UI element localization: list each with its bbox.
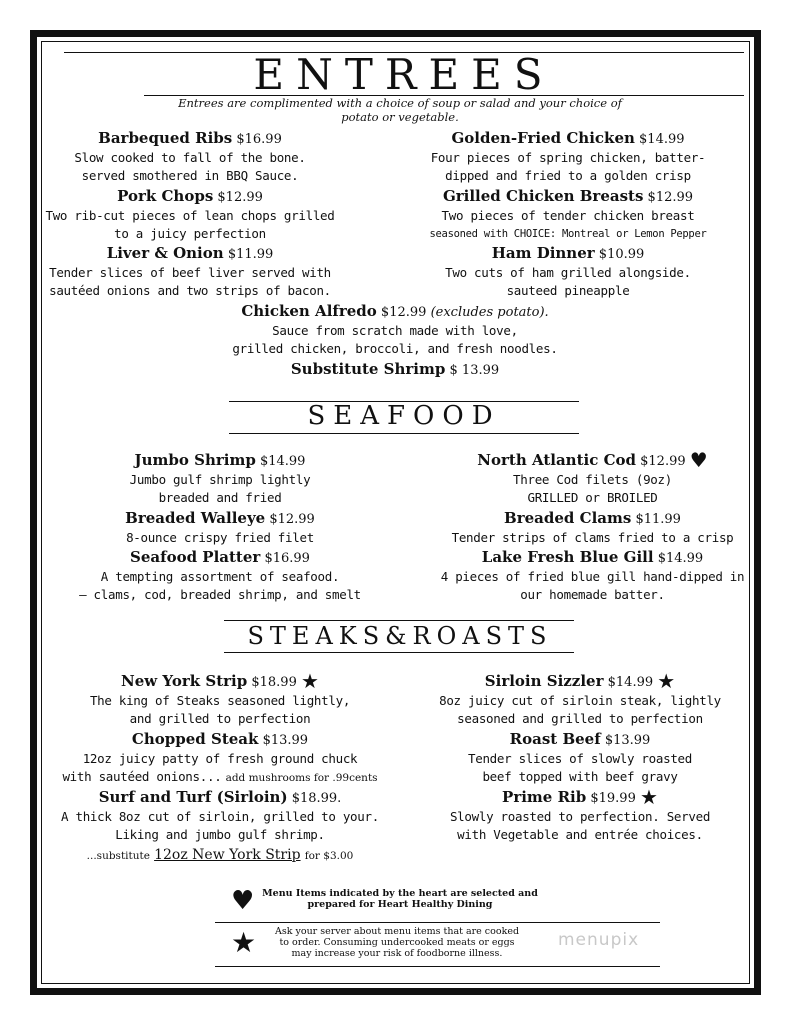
item-price: $16.99 [236, 132, 282, 147]
item-desc: 4 pieces of fried blue gill hand-dipped in [440, 569, 745, 584]
item-desc: – clams, cod, breaded shrimp, and smelt [79, 587, 361, 602]
heart-healthy-note [255, 888, 545, 910]
item-desc: 12oz juicy patty of fresh ground chuck [82, 751, 358, 766]
item-name: Breaded Clams [504, 509, 632, 527]
menu-item-surf-and-turf [50, 788, 390, 865]
item-note: (excludes potato). [430, 305, 549, 320]
item-desc: grilled chicken, broccoli, and fresh noodles. [232, 341, 558, 356]
menu-item-seafood-platter [55, 548, 385, 604]
menu-item-chicken-alfredo [145, 302, 645, 358]
menu-item-barbequed-ribs [40, 129, 340, 185]
item-price: $11.99 [635, 512, 681, 527]
menu-item-jumbo-shrimp [75, 451, 365, 507]
item-price: $ 13.99 [449, 363, 500, 378]
item-price: $18.99 [251, 675, 297, 690]
entrees-intro [100, 96, 700, 124]
item-name: Golden-Fried Chicken [451, 129, 635, 147]
menu-item-grilled-chicken-breasts [398, 187, 738, 243]
warning-line2: to order. Consuming undercooked meats or eggs [279, 937, 515, 948]
item-desc: Slow cooked to fall of the bone. [74, 150, 306, 165]
item-desc: Liking and jumbo gulf shrimp. [115, 827, 325, 842]
item-desc: GRILLED or BROILED [527, 490, 658, 505]
item-desc: seasoned with CHOICE: Montreal or Lemon Pepper [429, 228, 707, 240]
watermark: menupix [558, 930, 640, 950]
item-desc: 8oz juicy cut of sirloin steak, lightly [439, 693, 721, 708]
item-price: $10.99 [598, 247, 645, 262]
item-sub-name: 12oz New York Strip [154, 847, 301, 863]
item-desc: breaded and fried [158, 490, 282, 505]
menu-item-pork-chops [40, 187, 340, 243]
steaks-bottom-rule [224, 652, 574, 653]
item-sub-price: for $3.00 [304, 850, 354, 862]
item-name: Chicken Alfredo [241, 302, 377, 320]
item-name: Chopped Steak [131, 730, 259, 748]
item-addon: add mushrooms for .99cents [225, 772, 378, 784]
menu-item-sirloin-sizzler [415, 669, 745, 728]
item-desc: Tender slices of beef liver served with [49, 265, 331, 280]
item-desc: Three Cod filets (9oz) [513, 472, 672, 487]
menu-item-liver-onion [40, 244, 340, 300]
item-name: Sirloin Sizzler [484, 672, 604, 690]
item-name: North Atlantic Cod [477, 451, 636, 469]
item-name: Lake Fresh Blue Gill [481, 548, 654, 566]
heart-icon: ♥ [231, 886, 255, 916]
menu-item-breaded-walleye [75, 509, 365, 547]
star-icon: ★ [301, 669, 319, 693]
star-icon: ★ [657, 669, 676, 693]
item-name: Surf and Turf (Sirloin) [98, 788, 288, 806]
item-sub-prefix: ...substitute [86, 850, 150, 862]
item-desc: Jumbo gulf shrimp lightly [129, 472, 311, 487]
item-name: Barbequed Ribs [98, 129, 233, 147]
warning-line1: Ask your server about menu items that are cooked [274, 926, 520, 937]
menu-item-ham-dinner [398, 244, 738, 300]
item-desc: and grilled to perfection [129, 711, 311, 726]
footer-rule-top [215, 922, 660, 923]
item-desc: served smothered in BBQ Sauce. [81, 168, 299, 183]
menu-item-roast-beef [415, 730, 745, 786]
item-desc: A thick 8oz cut of sirloin, grilled to your. [61, 809, 379, 824]
item-name: Liver & Onion [106, 244, 224, 262]
entrees-intro-line1: Entrees are complimented with a choice of soup or salad and your choice of [178, 96, 622, 110]
menu-item-breaded-clams [440, 509, 745, 547]
item-desc: Sauce from scratch made with love, [272, 323, 518, 338]
footer-rule-bottom [215, 966, 660, 967]
heart-note-line1: Menu Items indicated by the heart are selected and [262, 888, 538, 899]
seafood-bottom-rule [229, 433, 579, 434]
item-desc: sautéed onions and two strips of bacon. [49, 283, 331, 298]
star-icon: ★ [640, 785, 658, 809]
item-desc: Tender slices of slowly roasted [468, 751, 692, 766]
item-desc: with Vegetable and entrée choices. [457, 827, 703, 842]
item-desc: Two cuts of ham grilled alongside. [445, 265, 691, 280]
item-desc: dipped and fried to a golden crisp [445, 168, 691, 183]
item-desc: Slowly roasted to perfection. Served [449, 809, 711, 824]
item-desc: Two rib-cut pieces of lean chops grilled [45, 208, 335, 223]
item-desc: Four pieces of spring chicken, batter- [430, 150, 706, 165]
menu-item-chopped-steak [50, 730, 390, 787]
menu-item-prime-rib [415, 785, 745, 844]
item-price: $14.99 [639, 132, 685, 147]
item-desc: The king of Steaks seasoned lightly, [89, 693, 351, 708]
heart-icon: ♥ [689, 448, 708, 472]
item-name: New York Strip [121, 672, 248, 690]
item-price: $12.99 [380, 305, 427, 320]
entrees-intro-line2: potato or vegetable. [341, 110, 459, 124]
menu-item-golden-fried-chicken [398, 129, 738, 185]
item-name: Breaded Walleye [125, 509, 266, 527]
item-desc: sauteed pineapple [506, 283, 630, 298]
item-price: $19.99 [590, 791, 636, 806]
star-icon: ★ [231, 926, 257, 959]
item-name: Ham Dinner [491, 244, 595, 262]
item-name: Prime Rib [502, 788, 587, 806]
item-price: $12.99 [217, 190, 263, 205]
menu-item-new-york-strip [55, 669, 385, 728]
item-name: Pork Chops [117, 187, 214, 205]
menu-item-lake-fresh-blue-gill [440, 548, 745, 604]
menu-item-north-atlantic-cod [440, 448, 745, 507]
entrees-title: ENTREES [253, 50, 555, 99]
undercooked-warning [262, 926, 532, 959]
item-desc: to a juicy perfection [114, 226, 266, 241]
item-desc: Two pieces of tender chicken breast [441, 208, 695, 223]
item-desc: our homemade batter. [520, 587, 665, 602]
item-desc: Tender strips of clams fried to a crisp [451, 530, 734, 545]
item-name: Roast Beef [509, 730, 601, 748]
item-price: $12.99 [647, 190, 694, 205]
item-name: Seafood Platter [130, 548, 261, 566]
heart-note-line2: prepared for Heart Healthy Dining [307, 899, 493, 910]
item-price: $13.99 [262, 733, 309, 748]
item-price: $12.99 [269, 512, 315, 527]
item-price: $13.99 [604, 733, 651, 748]
item-price: $18.99. [291, 791, 342, 806]
item-price: $14.99 [657, 551, 704, 566]
item-price: $11.99 [227, 247, 274, 262]
item-desc: beef topped with beef gravy [482, 769, 678, 784]
item-price: $16.99 [264, 551, 310, 566]
steaks-title: STEAKS&ROASTS [247, 622, 553, 650]
seafood-title: SEAFOOD [307, 401, 501, 431]
item-desc: seasoned and grilled to perfection [457, 711, 703, 726]
item-desc: 8-ounce crispy fried filet [126, 530, 314, 545]
item-price: $14.99 [607, 675, 654, 690]
item-desc: A tempting assortment of seafood. [100, 569, 340, 584]
item-desc: with sautéed onions... [62, 769, 222, 784]
item-name: Substitute Shrimp [290, 360, 446, 378]
item-name: Jumbo Shrimp [134, 451, 256, 469]
menu-item-substitute-shrimp [195, 360, 595, 380]
item-price: $14.99 [259, 454, 306, 469]
item-price: $12.99 [640, 454, 686, 469]
item-name: Grilled Chicken Breasts [442, 187, 644, 205]
warning-line3: may increase your risk of foodborne illness. [291, 948, 503, 959]
